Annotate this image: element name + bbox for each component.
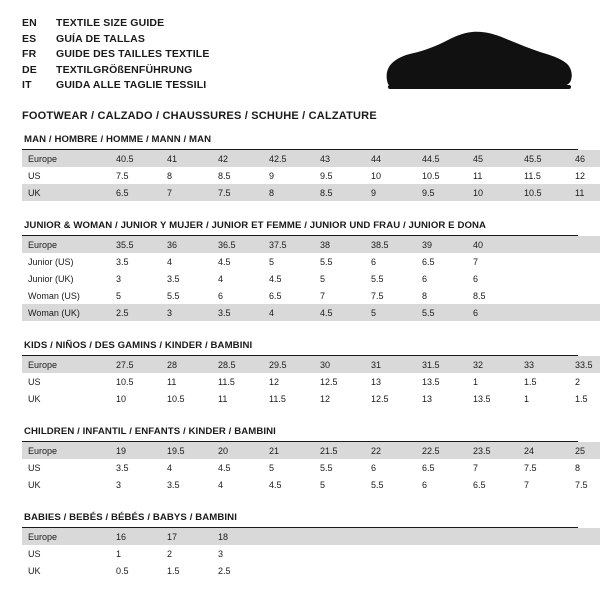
cell: 12 xyxy=(575,170,586,181)
cell: 4.5 xyxy=(314,304,365,321)
cell: 5.5 xyxy=(320,256,333,267)
cell xyxy=(569,270,600,287)
cell: 6.5 xyxy=(269,290,282,301)
section-kids xyxy=(22,340,593,407)
section-title: JUNIOR & WOMAN / JUNIOR Y MUJER / JUNIOR ET FEMME / JUNIOR UND FRAU / JUNIOR E DONA xyxy=(22,220,578,236)
cell: 8.5 xyxy=(314,184,365,201)
row-label: US xyxy=(28,462,41,473)
cell: 7.5 xyxy=(524,462,537,473)
cell: 36.5 xyxy=(212,236,263,253)
cell: 38 xyxy=(314,236,365,253)
cell xyxy=(416,562,467,579)
cell: 46 xyxy=(569,150,600,167)
cell: 41 xyxy=(161,150,212,167)
cell: 13.5 xyxy=(473,393,491,404)
cell: 45 xyxy=(467,150,518,167)
cell xyxy=(365,528,416,545)
cell: 3 xyxy=(218,548,224,559)
cell: 19.5 xyxy=(161,442,212,459)
cell xyxy=(365,562,416,579)
cell: 12.5 xyxy=(371,393,389,404)
cell: 16 xyxy=(110,528,161,545)
section-title: CHILDREN / INFANTIL / ENFANTS / KINDER / BAMBINI xyxy=(22,426,578,442)
cell: 2 xyxy=(167,548,173,559)
cell: 37.5 xyxy=(263,236,314,253)
table-row xyxy=(22,150,600,167)
row-label: Europe xyxy=(22,442,110,459)
table-row xyxy=(22,390,600,407)
size-table-kids xyxy=(22,356,600,407)
table-row xyxy=(22,304,600,321)
cell xyxy=(569,545,600,562)
cell: 6.5 xyxy=(473,479,486,490)
cell: 38.5 xyxy=(365,236,416,253)
cell: 11 xyxy=(167,376,177,387)
cell: 7 xyxy=(473,462,479,473)
cell: 42 xyxy=(212,150,263,167)
cell xyxy=(569,528,600,545)
language-code: IT xyxy=(22,79,32,91)
cell: 6 xyxy=(467,304,518,321)
language-code: FR xyxy=(22,48,37,60)
cell: 12 xyxy=(320,393,331,404)
row-label: Woman (UK) xyxy=(22,304,110,321)
table-row xyxy=(22,476,600,493)
cell: 33.5 xyxy=(569,356,600,373)
cell: 8.5 xyxy=(473,290,486,301)
cell: 4 xyxy=(218,273,224,284)
cell: 8 xyxy=(167,170,173,181)
table-row xyxy=(22,287,600,304)
cell xyxy=(518,287,569,304)
section-title: MAN / HOMBRE / HOMME / MANN / MAN xyxy=(22,134,578,150)
cell: 3.5 xyxy=(116,256,129,267)
cell: 2 xyxy=(575,376,581,387)
cell: 8 xyxy=(263,184,314,201)
cell xyxy=(263,528,314,545)
cell xyxy=(263,545,314,562)
cell: 20 xyxy=(212,442,263,459)
cell: 4.5 xyxy=(218,462,231,473)
cell: 10 xyxy=(371,170,382,181)
cell xyxy=(569,287,600,304)
cell: 1.5 xyxy=(524,376,537,387)
table-row xyxy=(22,528,600,545)
cell: 28 xyxy=(161,356,212,373)
cell: 7 xyxy=(473,256,479,267)
cell xyxy=(518,528,569,545)
cell: 8 xyxy=(422,290,428,301)
cell xyxy=(569,236,600,253)
cell: 5 xyxy=(320,273,326,284)
cell: 17 xyxy=(161,528,212,545)
cell: 6 xyxy=(218,290,224,301)
size-table-babies xyxy=(22,528,600,579)
cell: 6 xyxy=(422,479,428,490)
cell: 7 xyxy=(524,479,530,490)
cell: 4 xyxy=(167,256,173,267)
cell: 4 xyxy=(218,479,224,490)
cell: 3 xyxy=(116,479,122,490)
cell xyxy=(518,545,569,562)
cell: 42.5 xyxy=(263,150,314,167)
cell xyxy=(263,562,314,579)
language-title: GUIDE DES TAILLES TEXTILE xyxy=(56,48,210,60)
cell: 9.5 xyxy=(320,170,333,181)
cell: 10.5 xyxy=(518,184,569,201)
cell: 28.5 xyxy=(212,356,263,373)
cell: 11 xyxy=(218,393,228,404)
cell: 24 xyxy=(518,442,569,459)
cell xyxy=(569,562,600,579)
language-title: GUIDA ALLE TAGLIE TESSILI xyxy=(56,79,207,91)
cell xyxy=(416,545,467,562)
cell xyxy=(365,545,416,562)
cell: 11 xyxy=(473,170,483,181)
cell xyxy=(518,562,569,579)
cell: 8.5 xyxy=(218,170,231,181)
cell xyxy=(467,562,518,579)
cell: 45.5 xyxy=(518,150,569,167)
cell: 13 xyxy=(371,376,382,387)
language-title: TEXTILE SIZE GUIDE xyxy=(56,17,165,29)
cell: 11.5 xyxy=(269,393,286,404)
cell xyxy=(569,253,600,270)
row-label: Europe xyxy=(22,356,110,373)
size-table-children xyxy=(22,442,600,493)
cell: 19 xyxy=(110,442,161,459)
language-code: DE xyxy=(22,63,37,76)
cell xyxy=(518,253,569,270)
cell: 40 xyxy=(467,236,518,253)
cell: 9 xyxy=(365,184,416,201)
cell: 6 xyxy=(371,462,377,473)
cell: 10 xyxy=(116,393,127,404)
cell: 6.5 xyxy=(422,462,435,473)
cell: 4 xyxy=(263,304,314,321)
cell: 8 xyxy=(575,462,581,473)
cell: 1.5 xyxy=(167,565,180,576)
cell: 3.5 xyxy=(167,479,180,490)
cell: 7 xyxy=(161,184,212,201)
cell: 39 xyxy=(416,236,467,253)
row-label: US xyxy=(28,376,41,387)
cell: 11.5 xyxy=(218,376,235,387)
cell: 3 xyxy=(161,304,212,321)
cell: 5.5 xyxy=(371,479,384,490)
section-babies xyxy=(22,512,578,579)
cell: 27.5 xyxy=(110,356,161,373)
row-label: Europe xyxy=(22,150,110,167)
cell xyxy=(518,270,569,287)
row-label: Junior (US) xyxy=(28,256,74,267)
cell: 22.5 xyxy=(416,442,467,459)
cell: 32 xyxy=(467,356,518,373)
cell: 0.5 xyxy=(116,565,129,576)
cell: 3.5 xyxy=(167,273,180,284)
cell: 4.5 xyxy=(269,273,282,284)
cell xyxy=(416,528,467,545)
cell: 2.5 xyxy=(110,304,161,321)
cell: 7.5 xyxy=(575,479,588,490)
language-title: GUÍA DE TALLAS xyxy=(56,32,146,45)
cell: 7.5 xyxy=(371,290,384,301)
cell: 5.5 xyxy=(416,304,467,321)
row-label: US xyxy=(28,548,41,559)
cell: 6.5 xyxy=(422,256,435,267)
cell: 5.5 xyxy=(320,462,333,473)
table-row xyxy=(22,184,600,201)
cell: 5.5 xyxy=(167,290,180,301)
cell: 22 xyxy=(365,442,416,459)
language-title: TEXTILGRÖßENFÜHRUNG xyxy=(56,63,193,76)
row-label: UK xyxy=(22,184,110,201)
cell: 3.5 xyxy=(212,304,263,321)
cell: 7.5 xyxy=(212,184,263,201)
cell: 5 xyxy=(116,290,122,301)
cell: 31 xyxy=(365,356,416,373)
cell: 5 xyxy=(269,256,275,267)
table-row xyxy=(22,270,600,287)
row-label: UK xyxy=(28,565,41,576)
cell xyxy=(467,528,518,545)
section-title: BABIES / BEBÉS / BÉBÉS / BABYS / BAMBINI xyxy=(22,512,578,528)
cell: 1 xyxy=(116,548,122,559)
table-row xyxy=(22,167,600,184)
cell: 1.5 xyxy=(575,393,588,404)
row-label: US xyxy=(28,170,41,181)
cell: 11 xyxy=(569,184,600,201)
cell: 13.5 xyxy=(422,376,440,387)
cell: 7 xyxy=(320,290,326,301)
cell xyxy=(314,528,365,545)
cell: 29.5 xyxy=(263,356,314,373)
cell: 4 xyxy=(167,462,173,473)
cell: 35.5 xyxy=(110,236,161,253)
cell: 12 xyxy=(269,376,280,387)
table-row xyxy=(22,459,600,476)
cell: 21.5 xyxy=(314,442,365,459)
cell: 21 xyxy=(263,442,314,459)
table-row xyxy=(22,356,600,373)
category-line: FOOTWEAR / CALZADO / CHAUSSURES / SCHUHE / CALZATURE xyxy=(22,109,377,122)
cell: 12.5 xyxy=(320,376,338,387)
size-table-junior-woman xyxy=(22,236,600,321)
cell: 30 xyxy=(314,356,365,373)
row-label: Junior (UK) xyxy=(28,273,74,284)
cell: 3.5 xyxy=(116,462,129,473)
cell: 44 xyxy=(365,150,416,167)
cell: 23.5 xyxy=(467,442,518,459)
cell: 7.5 xyxy=(116,170,129,181)
cell: 9 xyxy=(269,170,275,181)
table-row xyxy=(22,442,600,459)
cell: 1 xyxy=(524,393,530,404)
cell: 3 xyxy=(116,273,122,284)
section-children xyxy=(22,426,588,493)
language-code: EN xyxy=(22,17,37,29)
size-table-man xyxy=(22,150,600,201)
table-row xyxy=(22,545,600,562)
table-row xyxy=(22,253,600,270)
language-code: ES xyxy=(22,32,37,45)
cell: 6 xyxy=(371,256,377,267)
cell xyxy=(314,545,365,562)
row-label: UK xyxy=(28,393,41,404)
section-junior-woman xyxy=(22,220,578,321)
table-row xyxy=(22,236,600,253)
cell: 10 xyxy=(467,184,518,201)
row-label: Europe xyxy=(22,236,110,253)
row-label: UK xyxy=(28,479,41,490)
cell: 11.5 xyxy=(524,170,541,181)
cell: 10.5 xyxy=(116,376,134,387)
cell: 9.5 xyxy=(416,184,467,201)
cell: 13 xyxy=(422,393,433,404)
cell: 5 xyxy=(365,304,416,321)
cell: 1 xyxy=(473,376,479,387)
cell: 4.5 xyxy=(218,256,231,267)
cell xyxy=(518,236,569,253)
cell: 5 xyxy=(320,479,326,490)
cell: 10.5 xyxy=(167,393,185,404)
cell: 43 xyxy=(314,150,365,167)
cell: 33 xyxy=(518,356,569,373)
section-title: KIDS / NIÑOS / DES GAMINS / KINDER / BAMBINI xyxy=(22,340,578,356)
cell: 6.5 xyxy=(110,184,161,201)
table-row xyxy=(22,562,600,579)
cell xyxy=(518,304,569,321)
cell xyxy=(569,304,600,321)
row-label: Europe xyxy=(22,528,110,545)
table-row xyxy=(22,373,600,390)
cell: 4.5 xyxy=(269,479,282,490)
cell: 6 xyxy=(422,273,428,284)
dress-shoe-icon xyxy=(380,30,576,92)
cell xyxy=(314,562,365,579)
cell: 10.5 xyxy=(422,170,440,181)
document-header xyxy=(22,16,578,122)
cell: 5 xyxy=(269,462,275,473)
row-label: Woman (US) xyxy=(28,290,80,301)
cell: 5.5 xyxy=(371,273,384,284)
cell: 36 xyxy=(161,236,212,253)
cell: 2.5 xyxy=(218,565,231,576)
cell xyxy=(467,545,518,562)
cell: 44.5 xyxy=(416,150,467,167)
cell: 6 xyxy=(473,273,479,284)
cell: 25 xyxy=(569,442,600,459)
cell: 31.5 xyxy=(416,356,467,373)
section-man xyxy=(22,134,586,201)
cell: 18 xyxy=(212,528,263,545)
cell: 40.5 xyxy=(110,150,161,167)
